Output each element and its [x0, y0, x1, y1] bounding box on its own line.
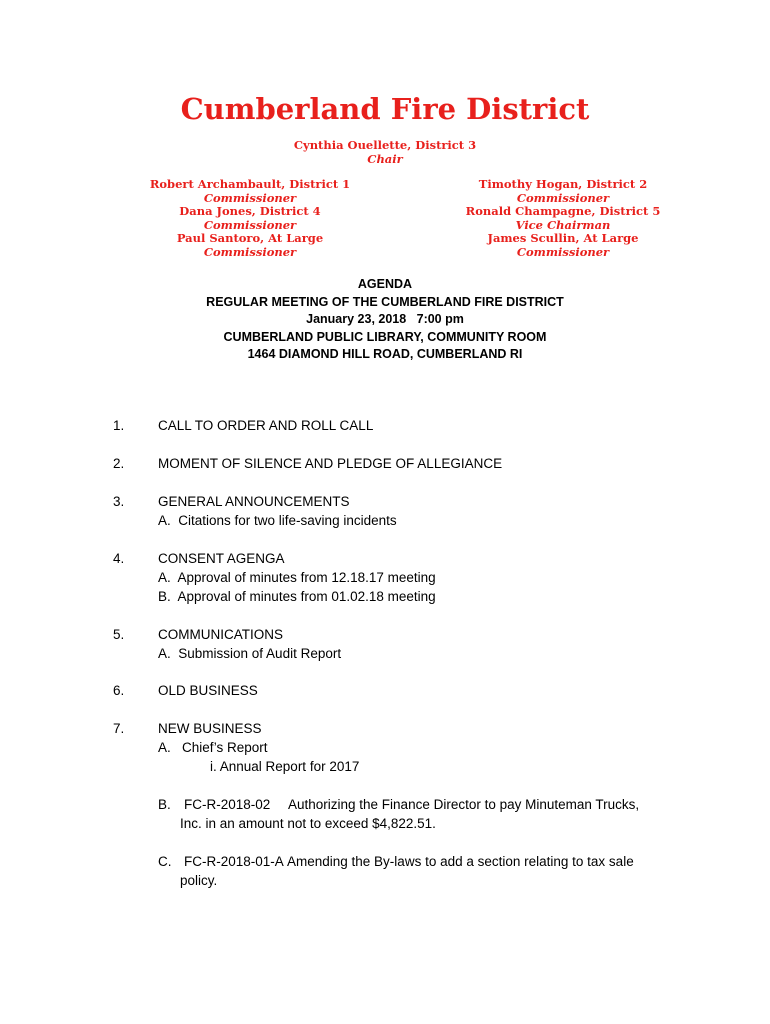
members-left: [110, 178, 390, 259]
agenda-resolution-c: [158, 852, 678, 890]
member-role: Commissioner: [203, 244, 297, 259]
meeting-address: 1464 DIAMOND HILL ROAD, CUMBERLAND RI: [247, 347, 523, 361]
chair-name: Cynthia Ouellette, District 3: [293, 138, 477, 152]
meeting-location: CUMBERLAND PUBLIC LIBRARY, COMMUNITY ROOM: [223, 329, 547, 344]
member-role: Commissioner: [203, 217, 297, 232]
member-role: Commissioner: [203, 190, 297, 205]
agenda-item-text: CONSENT AGENGA: [158, 551, 285, 566]
agenda-subitem: A. Chief’s Report: [158, 740, 268, 755]
agenda-subsubitem: i. Annual Report for 2017: [210, 759, 360, 774]
agenda-item-text: GENERAL ANNOUNCEMENTS: [158, 494, 350, 509]
agenda-item-text: CALL TO ORDER AND ROLL CALL: [158, 418, 374, 433]
member-name: Ronald Champagne, District 5: [465, 204, 661, 218]
agenda-heading-block: [0, 276, 770, 364]
document-title: Cumberland Fire District: [180, 92, 590, 126]
agenda-item-number: 1.: [113, 418, 125, 433]
member-role: Commissioner: [516, 244, 610, 259]
agenda-heading: AGENDA: [357, 277, 413, 291]
member-role: Vice Chairman: [515, 217, 611, 232]
resolution-text: Authorizing the Finance Director to pay Minuteman Trucks,: [288, 797, 640, 812]
member-name: Dana Jones, District 4: [179, 204, 321, 218]
resolution-text-cont: Inc. in an amount not to exceed $4,822.51.: [180, 816, 436, 831]
member-role: Commissioner: [516, 190, 610, 205]
agenda-resolution-b: [158, 795, 678, 833]
members-right: [423, 178, 703, 259]
agenda-subitem: A. Submission of Audit Report: [158, 646, 342, 661]
agenda-subitem: A. Citations for two life-saving incidents: [158, 513, 397, 528]
member-name: James Scullin, At Large: [487, 231, 639, 245]
meeting-datetime: January 23, 2018 7:00 pm: [306, 312, 464, 326]
member-name: Timothy Hogan, District 2: [478, 177, 648, 191]
agenda-item-text: MOMENT OF SILENCE AND PLEDGE OF ALLEGIANCE: [158, 456, 503, 471]
resolution-text-cont: policy.: [180, 873, 218, 888]
agenda-item-text: OLD BUSINESS: [158, 683, 258, 698]
agenda-item-number: 7.: [113, 721, 125, 736]
agenda-item-number: 3.: [113, 494, 125, 509]
agenda-item-number: 6.: [113, 683, 125, 698]
agenda-subitem: B. Approval of minutes from 01.02.18 meeting: [158, 589, 436, 604]
agenda-item-number: 2.: [113, 456, 125, 471]
agenda-subitem: A. Approval of minutes from 12.18.17 meeting: [158, 570, 436, 585]
agenda-item-number: 4.: [113, 551, 125, 566]
member-name: Robert Archambault, District 1: [149, 177, 351, 191]
resolution-letter: B.: [158, 797, 171, 812]
chair-block: [0, 139, 770, 166]
agenda-item-text: COMMUNICATIONS: [158, 627, 283, 642]
resolution-code: FC-R-2018-02: [184, 797, 271, 812]
resolution-letter: C.: [158, 854, 172, 869]
resolution-text: Amending the By-laws to add a section relating to tax sale: [287, 854, 634, 869]
chair-role: Chair: [367, 151, 403, 166]
member-name: Paul Santoro, At Large: [176, 231, 324, 245]
resolution-code: FC-R-2018-01-A: [184, 854, 284, 869]
meeting-type: REGULAR MEETING OF THE CUMBERLAND FIRE DISTRICT: [206, 294, 564, 309]
agenda-item-text: NEW BUSINESS: [158, 721, 262, 736]
agenda-item-number: 5.: [113, 627, 125, 642]
